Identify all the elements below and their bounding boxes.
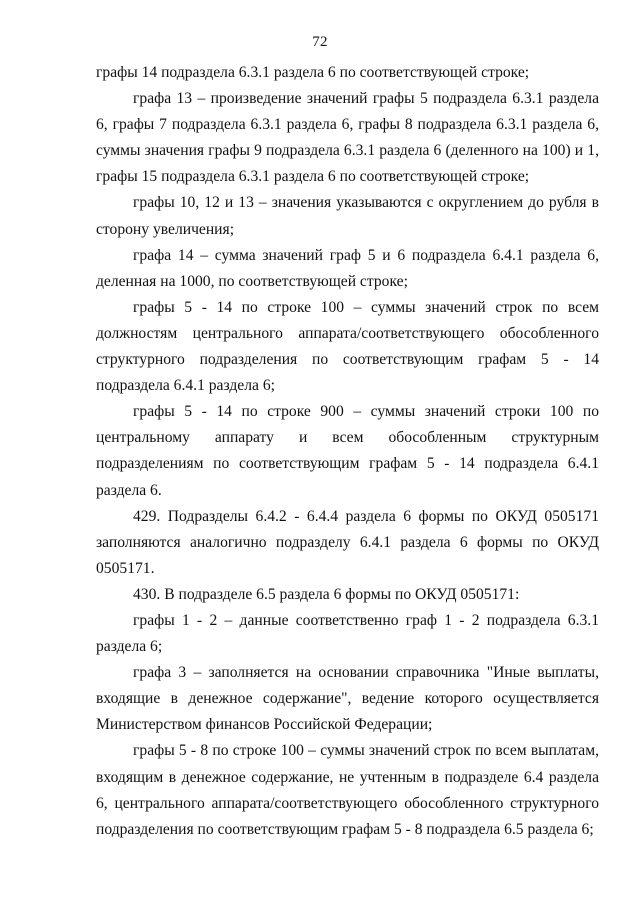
paragraph-stroka-900: графы 5 - 14 по строке 900 – суммы значений строки 100 по центральному аппарату и всем обособленным структурным подразделениям по соответствующим графам 5 - 14 подраздела 6.4.1 раздела 6. [96, 403, 599, 499]
paragraph-continuation: графы 14 подраздела 6.3.1 раздела 6 по соответствующей строке; [96, 64, 530, 81]
paragraph-grafy-10-12-13: графы 10, 12 и 13 – значения указываются с округлением до рубля в сторону увеличения; [96, 194, 599, 238]
paragraph-grafa-13: графа 13 – произведение значений графы 5 подраздела 6.3.1 раздела 6, графы 7 подраздела 6.3.1 раздела 6, графы 8 подраздела 6.3.1 раздела 6, суммы значения графы 9 подраздела 6.3.1 раздела 6 (деленного на 100) и 1, графы 15 подраздела 6.3.1 раздела 6 по соответствующей строке; [96, 90, 599, 186]
paragraph-grafy-5-8: графы 5 - 8 по строке 100 – суммы значений строк по всем выплатам, входящим в денежное содержание, не учтенным в подразделе 6.4 раздела 6, центрального аппарата/соответствующего обособленного структурного подразделения по соответствующим графам 5 - 8 подраздела 6.5 раздела 6; [96, 742, 599, 838]
page-body [96, 60, 599, 843]
paragraph-item-429: 429. Подразделы 6.4.2 - 6.4.4 раздела 6 формы по ОКУД 0505171 заполняются аналогично подразделу 6.4.1 раздела 6 формы по ОКУД 0505171. [96, 507, 599, 577]
page-number: 72 [312, 34, 328, 50]
paragraph-stroka-100: графы 5 - 14 по строке 100 – суммы значений строк по всем должностям центрального аппарата/соответствующего обособленного структурного подразделения по соответствующим графам 5 - 14 подраздела 6.4.1 раздела 6; [96, 298, 599, 395]
paragraph-grafy-1-2: графы 1 - 2 – данные соответственно граф 1 - 2 подраздела 6.3.1 раздела 6; [96, 611, 599, 656]
paragraph-item-430: 430. В подразделе 6.5 раздела 6 формы по ОКУД 0505171: [133, 585, 520, 603]
paragraph-grafa-3: графа 3 – заполняется на основании справочника "Иные выплаты, входящие в денежное содержание", ведение которого осуществляется Министерством финансов Российской Федерации; [96, 664, 599, 734]
paragraph-grafa-14: графа 14 – сумма значений граф 5 и 6 подраздела 6.4.1 раздела 6, деленная на 1000, по соответствующей строке; [96, 246, 599, 290]
